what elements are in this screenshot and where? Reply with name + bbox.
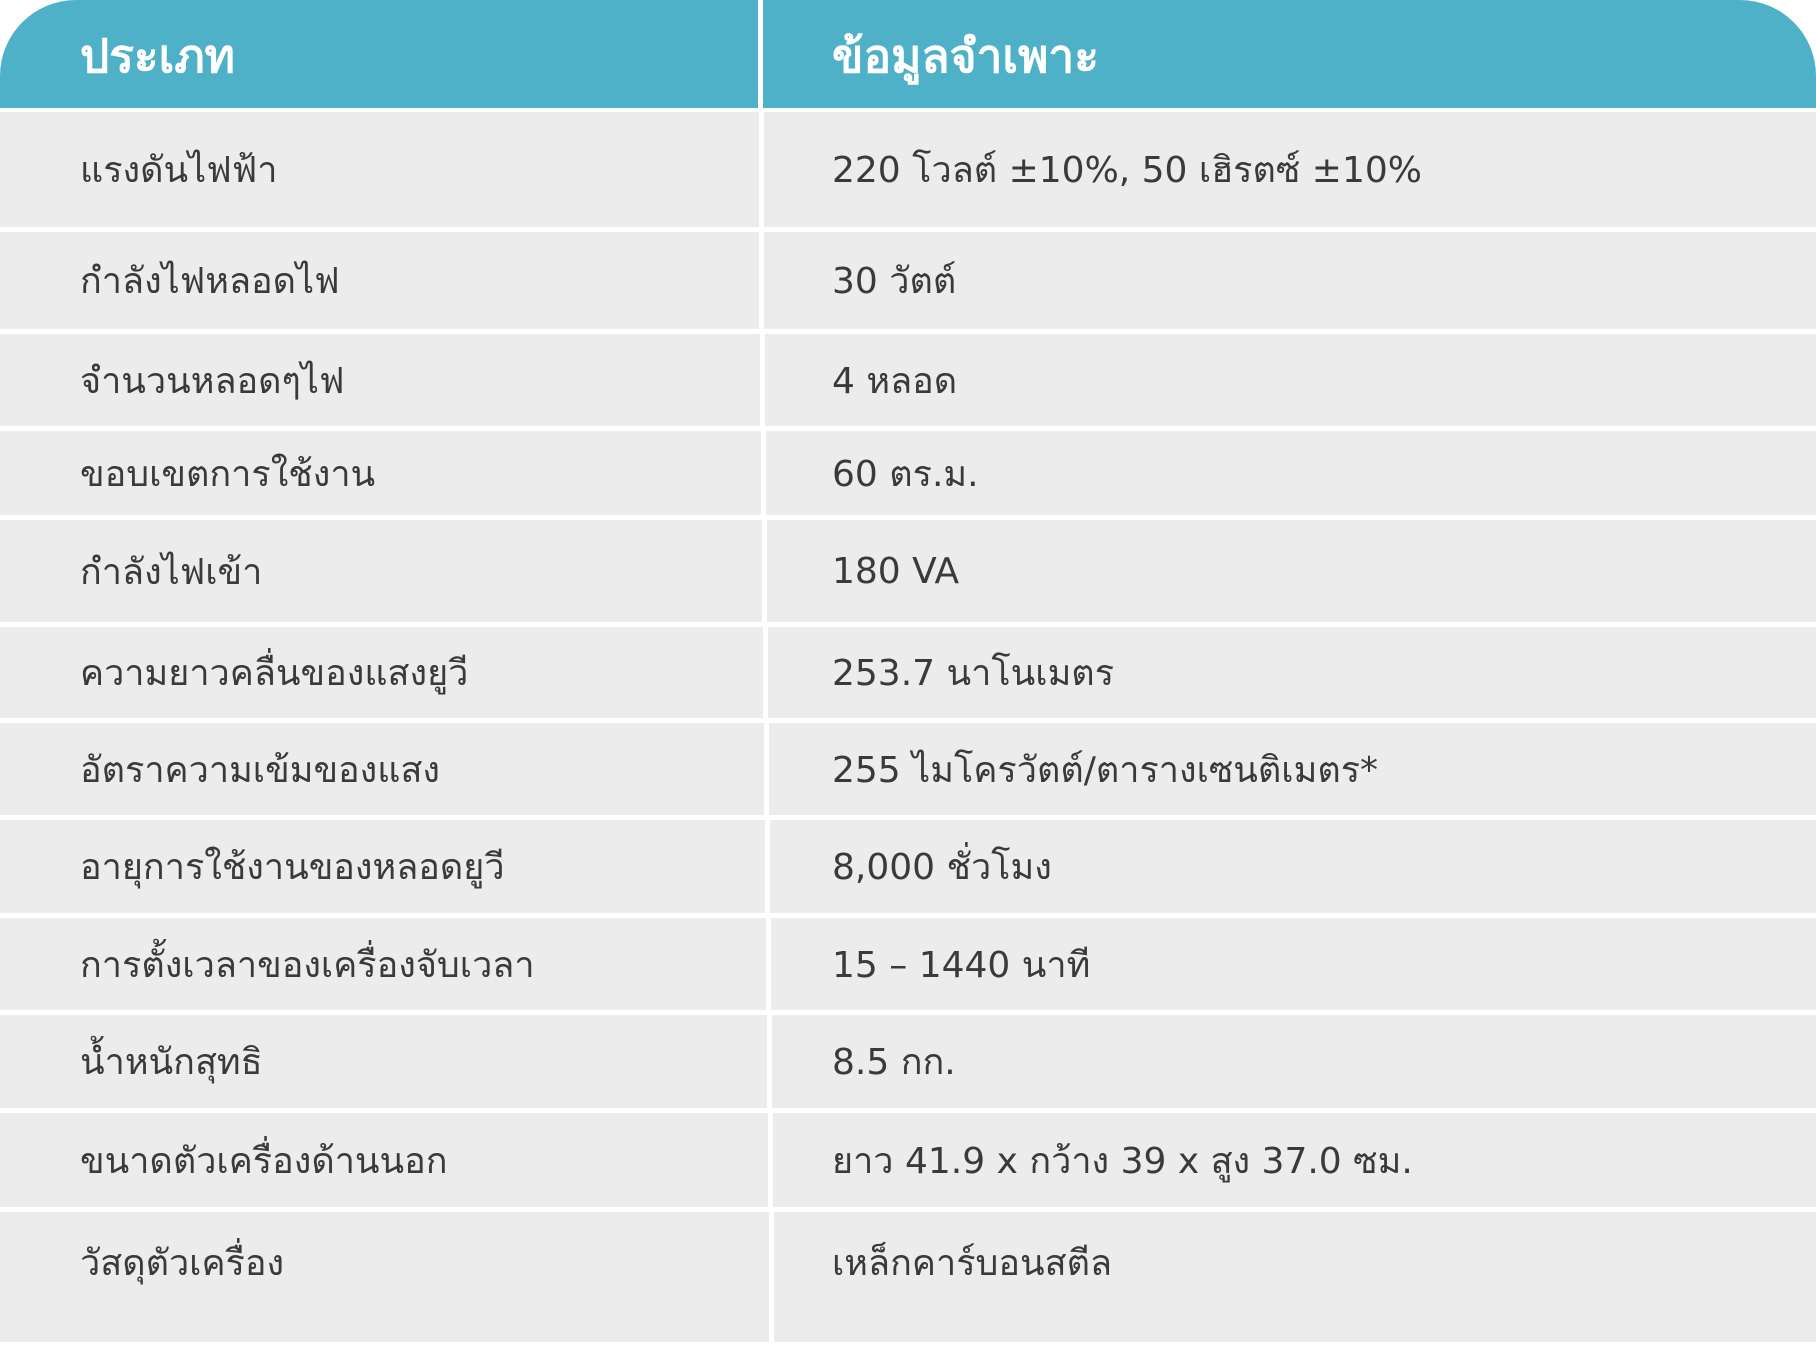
header-spec: ข้อมูลจำเพาะ xyxy=(832,29,1099,83)
table-row xyxy=(0,723,1816,815)
table-row xyxy=(0,1212,1816,1342)
column-divider xyxy=(764,723,769,815)
row-value: 8,000 ชั่วโมง xyxy=(832,847,1052,888)
row-value: 255 ไมโครวัตต์/ตารางเซนติเมตร* xyxy=(832,749,1379,791)
row-label: ความยาวคลื่นของแสงยูวี xyxy=(80,653,469,694)
table-row xyxy=(0,232,1816,329)
table-row xyxy=(0,820,1816,913)
column-divider xyxy=(765,820,770,913)
header-divider xyxy=(758,0,763,108)
row-value: 60 ตร.ม. xyxy=(832,453,979,495)
column-divider xyxy=(759,232,764,329)
row-label: แรงดันไฟฟ้า xyxy=(80,150,278,191)
row-value: 220 โวลต์ ±10%, 50 เฮิรตซ์ ±10% xyxy=(832,150,1422,191)
table-row xyxy=(0,1113,1816,1207)
column-divider xyxy=(759,112,764,227)
row-label: ขอบเขตการใช้งาน xyxy=(80,453,376,495)
row-label: อัตราความเข้มของแสง xyxy=(80,749,440,791)
row-label: วัสดุตัวเครื่อง xyxy=(80,1242,285,1284)
row-label: กำลังไฟเข้า xyxy=(80,551,263,593)
row-value: 30 วัตต์ xyxy=(832,261,957,302)
column-divider xyxy=(761,431,766,515)
row-label: การตั้งเวลาของเครื่องจับเวลา xyxy=(80,944,535,986)
row-value: 180 VA xyxy=(832,550,960,592)
table-row xyxy=(0,1015,1816,1108)
column-divider xyxy=(762,520,767,622)
row-value: เหล็กคาร์บอนสตีล xyxy=(832,1242,1113,1284)
table-row xyxy=(0,334,1816,426)
header-type: ประเภท xyxy=(80,29,235,83)
column-divider xyxy=(763,627,768,718)
table-row xyxy=(0,918,1816,1010)
row-label: จำนวนหลอดๆไฟ xyxy=(80,360,345,402)
row-label: ขนาดตัวเครื่องด้านนอก xyxy=(80,1140,448,1182)
table-row xyxy=(0,627,1816,718)
row-value: 4 หลอด xyxy=(832,360,958,402)
row-value: 253.7 นาโนเมตร xyxy=(832,653,1115,694)
column-divider xyxy=(768,1113,773,1207)
column-divider xyxy=(767,1015,772,1108)
table-row xyxy=(0,431,1816,515)
table-header xyxy=(0,0,1816,108)
column-divider xyxy=(769,1212,774,1342)
row-label: อายุการใช้งานของหลอดยูวี xyxy=(80,847,505,888)
row-value: 8.5 กก. xyxy=(832,1042,956,1083)
column-divider xyxy=(760,334,765,426)
table-row xyxy=(0,112,1816,227)
row-value: 15 – 1440 นาที xyxy=(832,944,1091,986)
row-value: ยาว 41.9 x กว้าง 39 x สูง 37.0 ซม. xyxy=(832,1140,1413,1182)
row-label: กำลังไฟหลอดไฟ xyxy=(80,261,340,302)
row-label: น้ำหนักสุทธิ xyxy=(80,1042,263,1083)
table-row xyxy=(0,520,1816,622)
column-divider xyxy=(766,918,771,1010)
